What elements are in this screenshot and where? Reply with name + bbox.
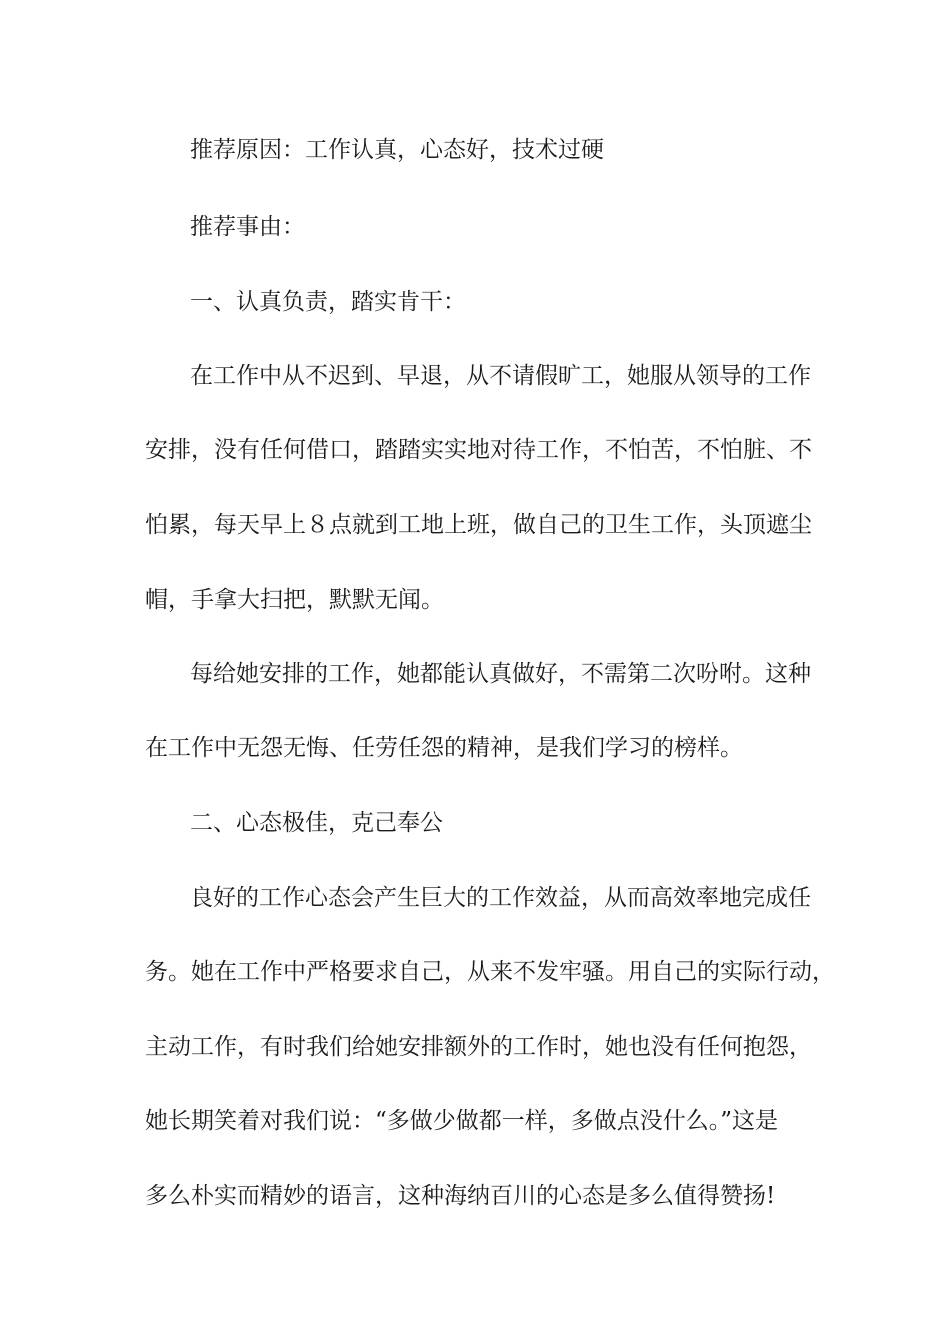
paragraph-line: 多么朴实而精妙的语言，这种海纳百川的心态是多么值得赞扬! (145, 1183, 776, 1209)
paragraph-line: 务。她在工作中严格要求自己，从来不发牢骚。用自己的实际行动， (145, 959, 835, 985)
paragraph-line: 安排，没有任何借口，踏踏实实地对待工作，不怕苦，不怕脏、不 (145, 437, 812, 463)
recommendation-grounds-heading: 推荐事由： (190, 214, 305, 240)
paragraph-line: 怕累，每天早上８点就到工地上班，做自己的卫生工作，头顶遮尘 (145, 512, 812, 538)
paragraph-line: 帽，手拿大扫把，默默无闻。 (145, 587, 444, 613)
section-heading-1: 一、认真负责，踏实肯干： (190, 289, 466, 315)
paragraph-line: 主动工作，有时我们给她安排额外的工作时，她也没有任何抱怨， (145, 1034, 812, 1060)
paragraph-line: 每给她安排的工作，她都能认真做好，不需第二次吩咐。这种 (190, 661, 811, 687)
recommendation-reason: 推荐原因：工作认真，心态好，技术过硬 (190, 137, 604, 163)
paragraph-line: 良好的工作心态会产生巨大的工作效益，从而高效率地完成任 (190, 885, 811, 911)
paragraph-line: 在工作中从不迟到、早退，从不请假旷工，她服从领导的工作 (190, 363, 811, 389)
paragraph-line: 她长期笑着对我们说：“多做少做都一样，多做点没什么。”这是 (145, 1108, 779, 1134)
section-heading-2: 二、心态极佳，克己奉公 (190, 810, 443, 836)
paragraph-line: 在工作中无怨无悔、任劳任怨的精神，是我们学习的榜样。 (145, 735, 743, 761)
